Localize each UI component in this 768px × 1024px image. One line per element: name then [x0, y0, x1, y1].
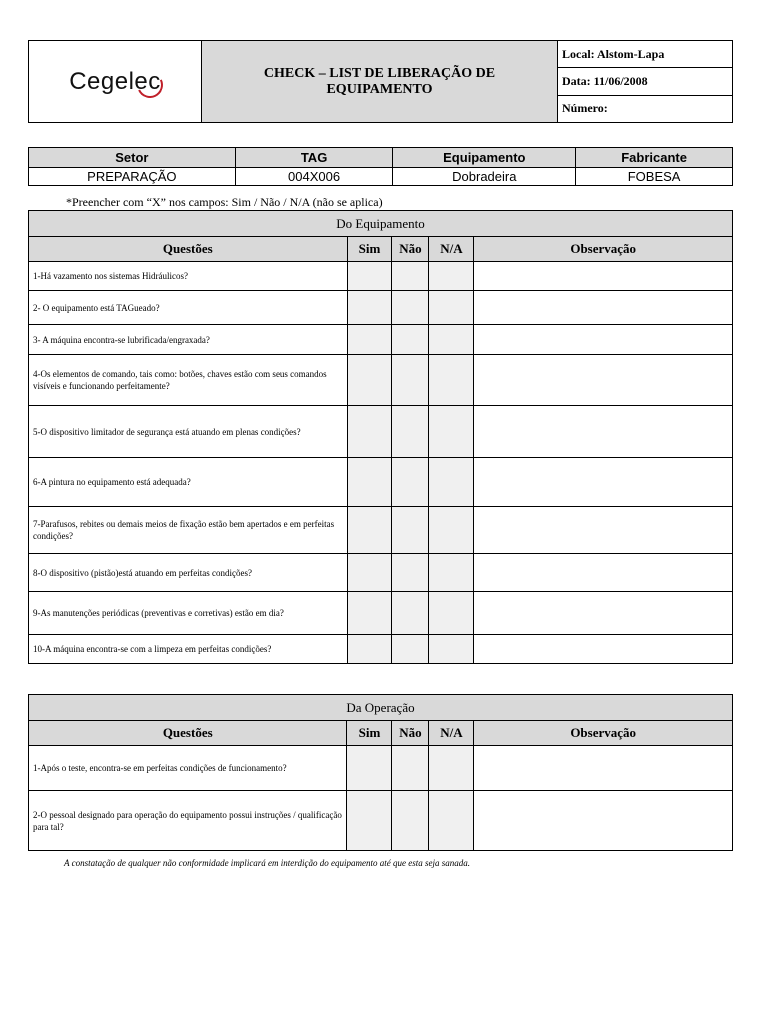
value-tag: 004X006 [235, 168, 393, 186]
nao-cell[interactable] [392, 507, 429, 554]
observacao-cell[interactable] [474, 791, 733, 851]
observacao-cell[interactable] [474, 406, 733, 458]
nao-cell[interactable] [392, 791, 429, 851]
sim-cell[interactable] [347, 592, 392, 635]
section-title: Do Equipamento [29, 211, 733, 237]
logo-arc-icon [133, 68, 166, 101]
na-cell[interactable] [429, 406, 474, 458]
na-cell[interactable] [429, 635, 474, 664]
table-row [29, 406, 733, 458]
title-line-1: CHECK – LIST DE LIBERAÇÃO DE [263, 65, 496, 81]
observacao-cell[interactable] [474, 325, 733, 355]
table-row [29, 554, 733, 592]
section-title: Da Operação [29, 695, 733, 721]
observacao-cell[interactable] [474, 592, 733, 635]
col-na: N/A [429, 721, 474, 746]
observacao-cell[interactable] [474, 635, 733, 664]
na-cell[interactable] [429, 791, 474, 851]
table-row [29, 291, 733, 325]
sim-cell[interactable] [347, 355, 392, 406]
question-text: 10-A máquina encontra-se com a limpeza em perfeitas condições? [29, 635, 348, 664]
sim-cell[interactable] [347, 406, 392, 458]
observacao-cell[interactable] [474, 507, 733, 554]
sim-cell[interactable] [347, 791, 392, 851]
col-questoes: Questões [29, 237, 348, 262]
footer-note: A constatação de qualquer não conformidade implicará em interdição do equipamento até que esta seja sanada. [64, 858, 470, 868]
question-text: 2- O equipamento está TAGueado? [29, 291, 348, 325]
number-field: Número: [558, 95, 733, 122]
observacao-cell[interactable] [474, 746, 733, 791]
col-nao: Não [392, 721, 429, 746]
nao-cell[interactable] [392, 325, 429, 355]
question-text: 7-Parafusos, rebites ou demais meios de fixação estão bem apertados e em perfeitas condições? [29, 507, 348, 554]
logo-text: Cegelec [69, 68, 161, 96]
value-fabricante: FOBESA [576, 168, 733, 186]
na-cell[interactable] [429, 262, 474, 291]
sim-cell[interactable] [347, 507, 392, 554]
header-fabricante: Fabricante [576, 148, 733, 168]
title-line-2: EQUIPAMENTO [326, 81, 433, 97]
col-sim: Sim [347, 721, 392, 746]
value-setor: PREPARAÇÃO [29, 168, 236, 186]
nao-cell[interactable] [392, 746, 429, 791]
na-cell[interactable] [429, 554, 474, 592]
question-text: 3- A máquina encontra-se lubrificada/engraxada? [29, 325, 348, 355]
question-text: 1-Após o teste, encontra-se em perfeitas condições de funcionamento? [29, 746, 347, 791]
document-header [28, 40, 733, 123]
fill-instruction: *Preencher com “X” nos campos: Sim / Não / N/A (não se aplica) [66, 195, 383, 209]
na-cell[interactable] [429, 592, 474, 635]
table-row [29, 791, 733, 851]
col-observacao: Observação [474, 237, 733, 262]
na-cell[interactable] [429, 325, 474, 355]
col-nao: Não [392, 237, 429, 262]
col-na: N/A [429, 237, 474, 262]
sim-cell[interactable] [347, 291, 392, 325]
na-cell[interactable] [429, 746, 474, 791]
question-text: 9-As manutenções periódicas (preventivas e corretivas) estão em dia? [29, 592, 348, 635]
nao-cell[interactable] [392, 355, 429, 406]
document-title [202, 41, 558, 123]
table-row [29, 635, 733, 664]
observacao-cell[interactable] [474, 355, 733, 406]
table-row [29, 325, 733, 355]
table-row [29, 507, 733, 554]
question-text: 6-A pintura no equipamento está adequada? [29, 458, 348, 507]
table-row [29, 458, 733, 507]
sim-cell[interactable] [347, 458, 392, 507]
nao-cell[interactable] [392, 262, 429, 291]
nao-cell[interactable] [392, 592, 429, 635]
header-tag: TAG [235, 148, 393, 168]
col-questoes: Questões [29, 721, 347, 746]
nao-cell[interactable] [392, 554, 429, 592]
value-equipamento: Dobradeira [393, 168, 576, 186]
sim-cell[interactable] [347, 325, 392, 355]
table-row [29, 592, 733, 635]
nao-cell[interactable] [392, 458, 429, 507]
nao-cell[interactable] [392, 406, 429, 458]
sim-cell[interactable] [347, 635, 392, 664]
na-cell[interactable] [429, 458, 474, 507]
question-text: 1-Há vazamento nos sistemas Hidráulicos? [29, 262, 348, 291]
observacao-cell[interactable] [474, 291, 733, 325]
observacao-cell[interactable] [474, 458, 733, 507]
sim-cell[interactable] [347, 554, 392, 592]
company-logo [29, 41, 202, 123]
observacao-cell[interactable] [474, 262, 733, 291]
question-text: 8-O dispositivo (pistão)está atuando em perfeitas condições? [29, 554, 348, 592]
date-field: Data: 11/06/2008 [558, 68, 733, 95]
na-cell[interactable] [429, 507, 474, 554]
col-observacao: Observação [474, 721, 733, 746]
local-field: Local: Alstom-Lapa [558, 41, 733, 68]
equipment-checklist [28, 210, 733, 664]
na-cell[interactable] [429, 291, 474, 325]
header-equipamento: Equipamento [393, 148, 576, 168]
question-text: 2-O pessoal designado para operação do equipamento possui instruções / qualificação para tal? [29, 791, 347, 851]
table-row [29, 355, 733, 406]
table-row [29, 746, 733, 791]
equipment-info-table [28, 147, 733, 186]
question-text: 5-O dispositivo limitador de segurança está atuando em plenas condições? [29, 406, 348, 458]
table-row [29, 262, 733, 291]
header-setor: Setor [29, 148, 236, 168]
sim-cell[interactable] [347, 262, 392, 291]
operation-checklist [28, 694, 733, 851]
na-cell[interactable] [429, 355, 474, 406]
col-sim: Sim [347, 237, 392, 262]
question-text: 4-Os elementos de comando, tais como: botões, chaves estão com seus comandos visíveis e funcionando perfeitamente? [29, 355, 348, 406]
observacao-cell[interactable] [474, 554, 733, 592]
nao-cell[interactable] [392, 635, 429, 664]
sim-cell[interactable] [347, 746, 392, 791]
nao-cell[interactable] [392, 291, 429, 325]
